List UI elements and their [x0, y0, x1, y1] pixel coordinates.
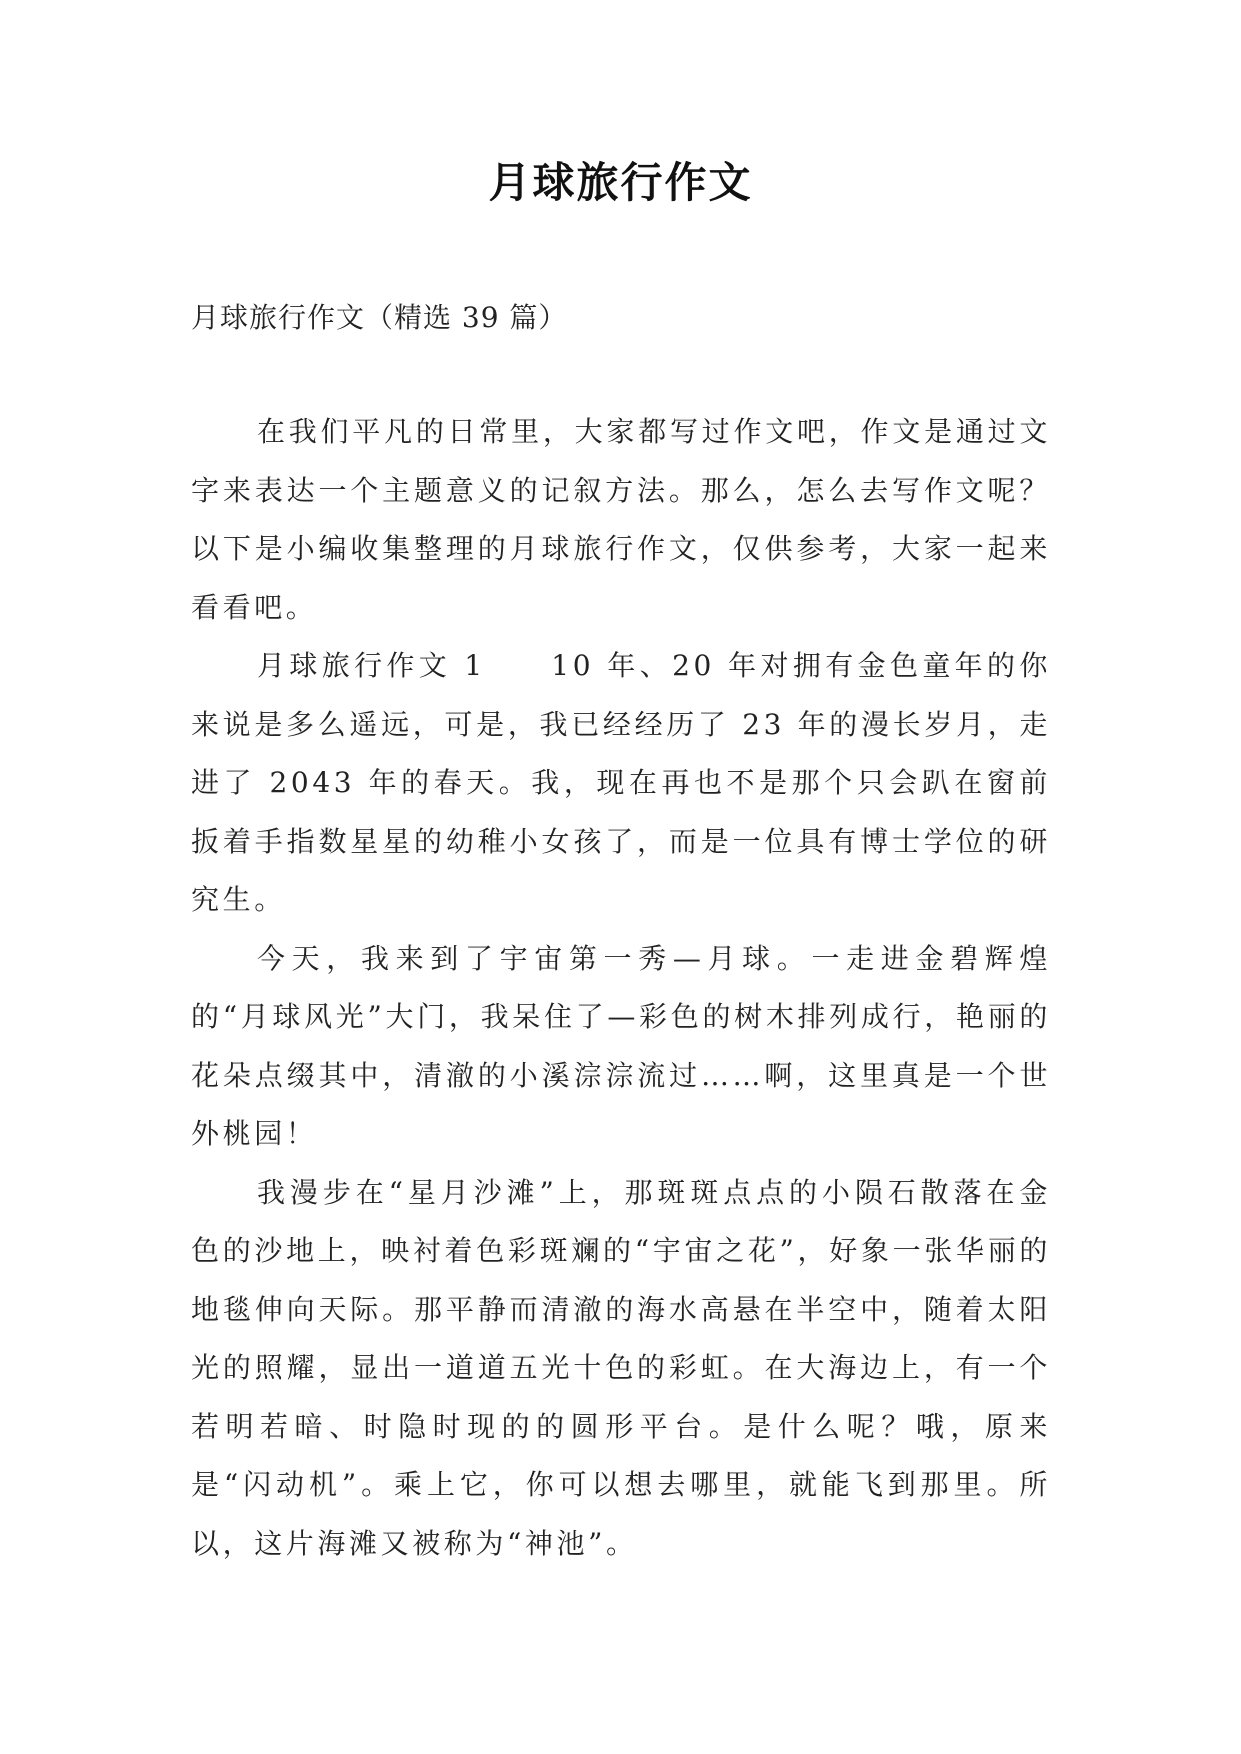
- paragraph: 月球旅行作文 1 10 年、20 年对拥有金色童年的你来说是多么遥远，可是，我已经经历了 23 年的漫长岁月，走进了 2043 年的春天。我，现在再也不是那个只会趴在窗前扳着手指数星星的幼稚小女孩了，而是一位具有博士学位的研究生。: [191, 649, 1051, 916]
- paragraph: 在我们平凡的日常里，大家都写过作文吧，作文是通过文字来表达一个主题意义的记叙方法。那么，怎么去写作文呢？以下是小编收集整理的月球旅行作文，仅供参考，大家一起来看看吧。: [191, 415, 1051, 624]
- document-body: [191, 403, 1051, 1573]
- paragraph: 我漫步在“星月沙滩”上，那斑斑点点的小陨石散落在金色的沙地上，映衬着色彩斑斓的“宇宙之花”，好象一张华丽的地毯伸向天际。那平静而清澈的海水高悬在半空中，随着太阳光的照耀，显出一道道五光十色的彩虹。在大海边上，有一个若明若暗、时隐时现的的圆形平台。是什么呢？哦，原来是“闪动机”。乘上它，你可以想去哪里，就能飞到那里。所以，这片海滩又被称为“神池”。: [191, 1175, 1051, 1560]
- document-title: 月球旅行作文: [488, 158, 753, 207]
- document-subtitle: 月球旅行作文（精选 39 篇）: [191, 301, 568, 334]
- paragraph: 今天，我来到了宇宙第一秀—月球。一走进金碧辉煌的“月球风光”大门，我呆住了—彩色的树木排列成行，艳丽的花朵点缀其中，清澈的小溪淙淙流过……啊，这里真是一个世外桃园！: [191, 941, 1051, 1150]
